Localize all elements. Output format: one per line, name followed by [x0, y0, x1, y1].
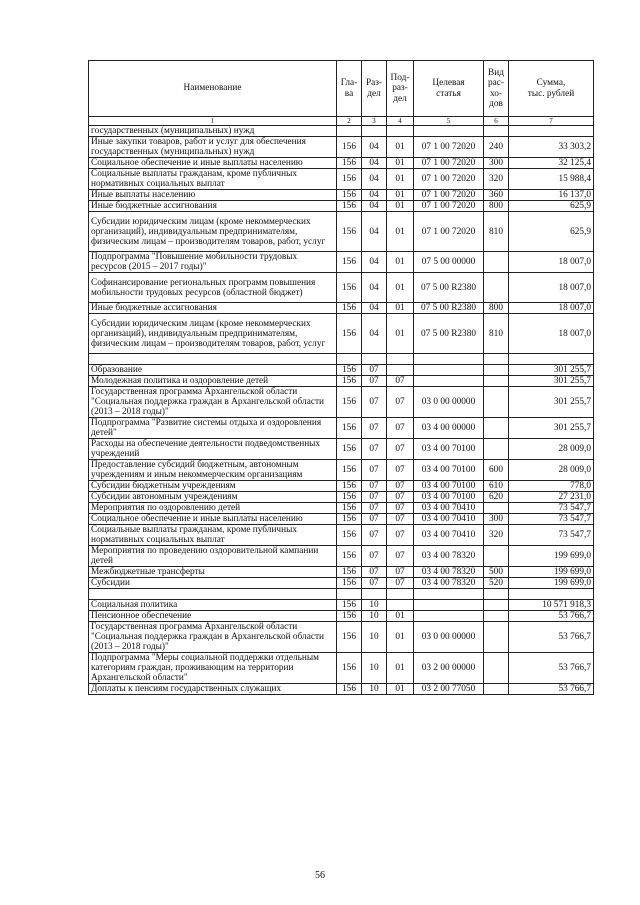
cell-statya: 07 1 00 72020 — [414, 190, 484, 201]
cell-glava: 156 — [337, 525, 362, 546]
cell-vid: 610 — [484, 481, 509, 492]
table-row — [89, 589, 594, 600]
cell-summa: 625,9 — [509, 212, 594, 252]
cell-podrazdel: 01 — [387, 684, 414, 695]
header-name: Наименование — [89, 61, 337, 117]
cell-podrazdel: 07 — [387, 514, 414, 525]
cell-name: Государственная программа Архангельской области "Социальная поддержка граждан в Архангельской области (2013 – 2018 годы)" — [89, 387, 337, 418]
header-podrazdel — [387, 61, 414, 117]
table-row — [89, 684, 594, 695]
cell-podrazdel: 01 — [387, 137, 414, 158]
table-row — [89, 137, 594, 158]
cell-name: Иные бюджетные ассигнования — [89, 201, 337, 212]
cell-glava: 156 — [337, 365, 362, 376]
cell-summa: 10 571 918,3 — [509, 600, 594, 611]
cell-vid — [484, 611, 509, 622]
cell-summa: 301 255,7 — [509, 387, 594, 418]
cell-name: Субсидии бюджетным учреждениям — [89, 481, 337, 492]
table-row — [89, 525, 594, 546]
cell-summa: 53 766,7 — [509, 653, 594, 684]
cell-glava: 156 — [337, 578, 362, 589]
cell-vid: 500 — [484, 567, 509, 578]
cell-summa: 53 766,7 — [509, 622, 594, 653]
table-row — [89, 354, 594, 365]
cell-statya — [414, 354, 484, 365]
cell-summa: 53 766,7 — [509, 684, 594, 695]
cell-vid — [484, 653, 509, 684]
cell-razdel: 07 — [362, 481, 387, 492]
cell-glava: 156 — [337, 460, 362, 481]
cell-podrazdel: 01 — [387, 158, 414, 169]
cell-statya: 03 4 00 78320 — [414, 578, 484, 589]
cell-podrazdel: 01 — [387, 653, 414, 684]
cell-name: Субсидии юридическим лицам (кроме некоммерческих организаций), индивидуальным предпринимателям, физическим лицам – производителям товаров, работ, услуг — [89, 212, 337, 252]
cell-razdel: 07 — [362, 514, 387, 525]
table-row — [89, 492, 594, 503]
cell-statya: 03 4 00 70410 — [414, 503, 484, 514]
cell-name: Подпрограмма "Развитие системы отдыха и оздоровления детей" — [89, 418, 337, 439]
table-row — [89, 212, 594, 252]
cell-razdel: 07 — [362, 567, 387, 578]
cell-vid — [484, 418, 509, 439]
cell-vid: 300 — [484, 514, 509, 525]
cell-podrazdel: 01 — [387, 212, 414, 252]
cell-name: Субсидии — [89, 578, 337, 589]
cell-razdel: 10 — [362, 622, 387, 653]
table-row — [89, 201, 594, 212]
table-body — [89, 126, 594, 695]
cell-glava — [337, 354, 362, 365]
cell-statya — [414, 365, 484, 376]
cell-summa: 16 137,0 — [509, 190, 594, 201]
header-glava-text: Гла- ва — [340, 78, 358, 99]
cell-vid — [484, 546, 509, 567]
cell-razdel: 04 — [362, 158, 387, 169]
cell-statya — [414, 611, 484, 622]
cell-summa: 15 988,4 — [509, 169, 594, 190]
header-razdel — [362, 61, 387, 117]
cell-razdel: 07 — [362, 376, 387, 387]
cell-summa — [509, 354, 594, 365]
cell-summa — [509, 589, 594, 600]
cell-summa: 33 303,2 — [509, 137, 594, 158]
cell-glava: 156 — [337, 158, 362, 169]
header-summa-text: Сумма, тыс. рублей — [527, 78, 575, 99]
cell-name: Предоставление субсидий бюджетным, автономным учреждениям и иным некоммерческим организациям — [89, 460, 337, 481]
cell-podrazdel: 07 — [387, 387, 414, 418]
cell-podrazdel — [387, 354, 414, 365]
cell-razdel: 10 — [362, 653, 387, 684]
table-row — [89, 158, 594, 169]
cell-statya: 03 4 00 70100 — [414, 460, 484, 481]
table-row — [89, 314, 594, 354]
cell-name: Подпрограмма "Повышение мобильности трудовых ресурсов (2015 – 2017 годы)" — [89, 252, 337, 273]
header-summa — [509, 61, 594, 117]
cell-statya: 07 1 00 72020 — [414, 201, 484, 212]
cell-summa: 199 699,0 — [509, 546, 594, 567]
cell-summa: 73 547,7 — [509, 525, 594, 546]
cell-vid: 240 — [484, 137, 509, 158]
cell-vid — [484, 600, 509, 611]
column-number-row — [89, 117, 594, 126]
cell-name: Подпрограмма "Меры социальной поддержки отдельным категориям граждан, проживающим на территории Архангельской области" — [89, 653, 337, 684]
cell-vid: 320 — [484, 525, 509, 546]
cell-razdel: 07 — [362, 546, 387, 567]
cell-vid — [484, 365, 509, 376]
table-row — [89, 252, 594, 273]
cell-podrazdel: 07 — [387, 525, 414, 546]
cell-statya: 07 5 00 R2380 — [414, 273, 484, 303]
table-row — [89, 376, 594, 387]
header-vid-text: Вид рас- хо- дов — [488, 67, 504, 109]
cell-summa: 301 255,7 — [509, 418, 594, 439]
cell-name: Иные выплаты населению — [89, 190, 337, 201]
cell-glava: 156 — [337, 169, 362, 190]
cell-podrazdel: 07 — [387, 546, 414, 567]
cell-name: Пенсионное обеспечение — [89, 611, 337, 622]
cell-vid: 600 — [484, 460, 509, 481]
colnum-6: 6 — [484, 117, 509, 126]
cell-glava: 156 — [337, 190, 362, 201]
cell-podrazdel — [387, 600, 414, 611]
cell-summa: 301 255,7 — [509, 365, 594, 376]
cell-name — [89, 354, 337, 365]
table-row — [89, 600, 594, 611]
cell-name: Государственная программа Архангельской области "Социальная поддержка граждан в Архангельской области (2013 – 2018 годы)" — [89, 622, 337, 653]
cell-name: Иные бюджетные ассигнования — [89, 303, 337, 314]
cell-razdel: 04 — [362, 190, 387, 201]
cell-podrazdel: 01 — [387, 252, 414, 273]
page-number: 56 — [315, 870, 325, 881]
budget-table — [88, 60, 594, 695]
cell-summa: 301 255,7 — [509, 376, 594, 387]
cell-name: Расходы на обеспечение деятельности подведомственных учреждений — [89, 439, 337, 460]
cell-vid — [484, 387, 509, 418]
cell-name — [89, 589, 337, 600]
cell-podrazdel — [387, 365, 414, 376]
cell-glava: 156 — [337, 314, 362, 354]
cell-statya: 03 2 00 00000 — [414, 653, 484, 684]
cell-glava: 156 — [337, 273, 362, 303]
cell-vid — [484, 376, 509, 387]
cell-name: Социальные выплаты гражданам, кроме публичных нормативных социальных выплат — [89, 525, 337, 546]
cell-name: Мероприятия по проведению оздоровительной кампании детей — [89, 546, 337, 567]
cell-glava: 156 — [337, 481, 362, 492]
table-row — [89, 611, 594, 622]
cell-statya — [414, 589, 484, 600]
header-vid — [484, 61, 509, 117]
cell-statya — [414, 376, 484, 387]
cell-name: государственных (муниципальных) нужд — [89, 126, 337, 137]
cell-glava: 156 — [337, 137, 362, 158]
cell-statya: 07 1 00 72020 — [414, 137, 484, 158]
header-razdel-text: Раз- дел — [365, 78, 383, 99]
cell-razdel: 04 — [362, 273, 387, 303]
table-row — [89, 460, 594, 481]
cell-statya: 03 0 00 00000 — [414, 622, 484, 653]
header-statya-text: Целевая статья — [432, 78, 465, 99]
cell-statya: 07 1 00 72020 — [414, 212, 484, 252]
cell-razdel: 07 — [362, 578, 387, 589]
table-row — [89, 503, 594, 514]
table-row — [89, 514, 594, 525]
table-row — [89, 190, 594, 201]
header-glava — [337, 61, 362, 117]
cell-statya: 07 5 00 00000 — [414, 252, 484, 273]
cell-vid — [484, 684, 509, 695]
cell-razdel — [362, 354, 387, 365]
cell-vid: 520 — [484, 578, 509, 589]
cell-vid — [484, 439, 509, 460]
cell-razdel: 10 — [362, 684, 387, 695]
cell-podrazdel: 01 — [387, 273, 414, 303]
cell-summa: 28 009,0 — [509, 460, 594, 481]
cell-name: Образование — [89, 365, 337, 376]
cell-podrazdel: 01 — [387, 201, 414, 212]
cell-statya: 03 4 00 78320 — [414, 546, 484, 567]
header-statya — [414, 61, 484, 117]
table-row — [89, 126, 594, 137]
cell-podrazdel: 01 — [387, 169, 414, 190]
cell-glava: 156 — [337, 439, 362, 460]
cell-statya: 03 4 00 78320 — [414, 567, 484, 578]
cell-summa — [509, 126, 594, 137]
cell-summa: 18 007,0 — [509, 314, 594, 354]
cell-statya: 03 4 00 70100 — [414, 492, 484, 503]
cell-razdel: 04 — [362, 252, 387, 273]
cell-name: Межбюджетные трансферты — [89, 567, 337, 578]
colnum-2: 2 — [337, 117, 362, 126]
table-row — [89, 273, 594, 303]
cell-razdel: 04 — [362, 169, 387, 190]
cell-podrazdel: 07 — [387, 503, 414, 514]
cell-vid: 360 — [484, 190, 509, 201]
cell-razdel: 07 — [362, 387, 387, 418]
table-row — [89, 169, 594, 190]
table-row — [89, 387, 594, 418]
cell-statya — [414, 600, 484, 611]
cell-glava — [337, 126, 362, 137]
cell-statya: 03 4 00 00000 — [414, 418, 484, 439]
cell-name: Социальные выплаты гражданам, кроме публичных нормативных социальных выплат — [89, 169, 337, 190]
cell-glava: 156 — [337, 303, 362, 314]
table-row — [89, 653, 594, 684]
cell-glava: 156 — [337, 418, 362, 439]
cell-razdel — [362, 126, 387, 137]
cell-podrazdel: 01 — [387, 303, 414, 314]
cell-glava: 156 — [337, 212, 362, 252]
table-row — [89, 365, 594, 376]
cell-summa: 625,9 — [509, 201, 594, 212]
cell-podrazdel: 07 — [387, 578, 414, 589]
cell-summa: 18 007,0 — [509, 252, 594, 273]
colnum-5: 5 — [414, 117, 484, 126]
cell-razdel — [362, 589, 387, 600]
cell-summa: 28 009,0 — [509, 439, 594, 460]
cell-statya: 03 4 00 70100 — [414, 439, 484, 460]
cell-name: Социальное обеспечение и иные выплаты населению — [89, 514, 337, 525]
cell-glava: 156 — [337, 546, 362, 567]
cell-podrazdel: 07 — [387, 376, 414, 387]
cell-summa: 27 231,0 — [509, 492, 594, 503]
cell-vid: 810 — [484, 314, 509, 354]
table-row — [89, 418, 594, 439]
cell-glava: 156 — [337, 376, 362, 387]
header-row — [89, 61, 594, 117]
cell-glava: 156 — [337, 252, 362, 273]
cell-razdel: 04 — [362, 137, 387, 158]
cell-vid: 800 — [484, 303, 509, 314]
cell-glava: 156 — [337, 492, 362, 503]
cell-vid: 620 — [484, 492, 509, 503]
cell-vid: 800 — [484, 201, 509, 212]
cell-statya: 03 0 00 00000 — [414, 387, 484, 418]
colnum-1: 1 — [89, 117, 337, 126]
cell-glava: 156 — [337, 503, 362, 514]
cell-glava: 156 — [337, 611, 362, 622]
cell-glava: 156 — [337, 514, 362, 525]
cell-summa: 199 699,0 — [509, 578, 594, 589]
cell-razdel: 07 — [362, 418, 387, 439]
cell-statya: 07 1 00 72020 — [414, 169, 484, 190]
cell-summa: 73 547,7 — [509, 514, 594, 525]
cell-summa: 199 699,0 — [509, 567, 594, 578]
cell-podrazdel: 01 — [387, 611, 414, 622]
cell-vid: 810 — [484, 212, 509, 252]
cell-glava: 156 — [337, 653, 362, 684]
cell-summa: 18 007,0 — [509, 273, 594, 303]
cell-podrazdel — [387, 589, 414, 600]
cell-vid — [484, 252, 509, 273]
table-row — [89, 567, 594, 578]
cell-vid — [484, 126, 509, 137]
cell-vid: 320 — [484, 169, 509, 190]
cell-statya: 07 5 00 R2380 — [414, 314, 484, 354]
cell-name: Молодежная политика и оздоровление детей — [89, 376, 337, 387]
cell-name: Социальная политика — [89, 600, 337, 611]
table-row — [89, 578, 594, 589]
cell-summa: 53 766,7 — [509, 611, 594, 622]
cell-razdel: 07 — [362, 525, 387, 546]
cell-statya: 03 4 00 70410 — [414, 514, 484, 525]
table-row — [89, 481, 594, 492]
cell-statya: 07 1 00 72020 — [414, 158, 484, 169]
cell-vid — [484, 589, 509, 600]
cell-glava: 156 — [337, 684, 362, 695]
cell-razdel: 04 — [362, 201, 387, 212]
cell-glava: 156 — [337, 567, 362, 578]
cell-vid — [484, 622, 509, 653]
cell-razdel: 07 — [362, 460, 387, 481]
cell-statya: 03 4 00 70100 — [414, 481, 484, 492]
cell-podrazdel: 01 — [387, 622, 414, 653]
table-row — [89, 546, 594, 567]
cell-name: Субсидии автономным учреждениям — [89, 492, 337, 503]
table-row — [89, 439, 594, 460]
cell-razdel: 10 — [362, 600, 387, 611]
cell-podrazdel: 07 — [387, 460, 414, 481]
cell-summa: 32 125,4 — [509, 158, 594, 169]
cell-name: Субсидии юридическим лицам (кроме некоммерческих организаций), индивидуальным предпринимателям, физическим лицам – производителям товаров, работ, услуг — [89, 314, 337, 354]
cell-summa: 18 007,0 — [509, 303, 594, 314]
cell-razdel: 07 — [362, 365, 387, 376]
cell-vid — [484, 273, 509, 303]
cell-name: Софинансирование региональных программ повышения мобильности трудовых ресурсов (областной бюджет) — [89, 273, 337, 303]
cell-vid: 300 — [484, 158, 509, 169]
cell-glava: 156 — [337, 387, 362, 418]
cell-name: Доплаты к пенсиям государственных служащих — [89, 684, 337, 695]
cell-podrazdel: 07 — [387, 567, 414, 578]
cell-podrazdel — [387, 126, 414, 137]
colnum-4: 4 — [387, 117, 414, 126]
cell-podrazdel: 07 — [387, 481, 414, 492]
cell-podrazdel: 01 — [387, 190, 414, 201]
cell-podrazdel: 07 — [387, 492, 414, 503]
cell-name: Иные закупки товаров, работ и услуг для обеспечения государственных (муниципальных) нужд — [89, 137, 337, 158]
cell-glava: 156 — [337, 622, 362, 653]
cell-glava — [337, 589, 362, 600]
cell-vid — [484, 503, 509, 514]
cell-vid — [484, 354, 509, 365]
cell-razdel: 04 — [362, 303, 387, 314]
cell-statya: 03 4 00 70410 — [414, 525, 484, 546]
cell-podrazdel: 07 — [387, 439, 414, 460]
cell-podrazdel: 07 — [387, 418, 414, 439]
cell-razdel: 07 — [362, 439, 387, 460]
table-row — [89, 303, 594, 314]
cell-podrazdel: 01 — [387, 314, 414, 354]
cell-glava: 156 — [337, 600, 362, 611]
header-podrazdel-text: Под- раз- дел — [390, 72, 410, 104]
cell-summa: 73 547,7 — [509, 503, 594, 514]
cell-razdel: 04 — [362, 314, 387, 354]
cell-glava: 156 — [337, 201, 362, 212]
cell-statya: 03 2 00 77050 — [414, 684, 484, 695]
cell-name: Социальное обеспечение и иные выплаты населению — [89, 158, 337, 169]
cell-razdel: 07 — [362, 492, 387, 503]
cell-statya — [414, 126, 484, 137]
cell-statya: 07 5 00 R2380 — [414, 303, 484, 314]
colnum-7: 7 — [509, 117, 594, 126]
cell-razdel: 04 — [362, 212, 387, 252]
cell-razdel: 10 — [362, 611, 387, 622]
table-row — [89, 622, 594, 653]
cell-summa: 778,0 — [509, 481, 594, 492]
cell-razdel: 07 — [362, 503, 387, 514]
cell-name: Мероприятия по оздоровлению детей — [89, 503, 337, 514]
colnum-3: 3 — [362, 117, 387, 126]
